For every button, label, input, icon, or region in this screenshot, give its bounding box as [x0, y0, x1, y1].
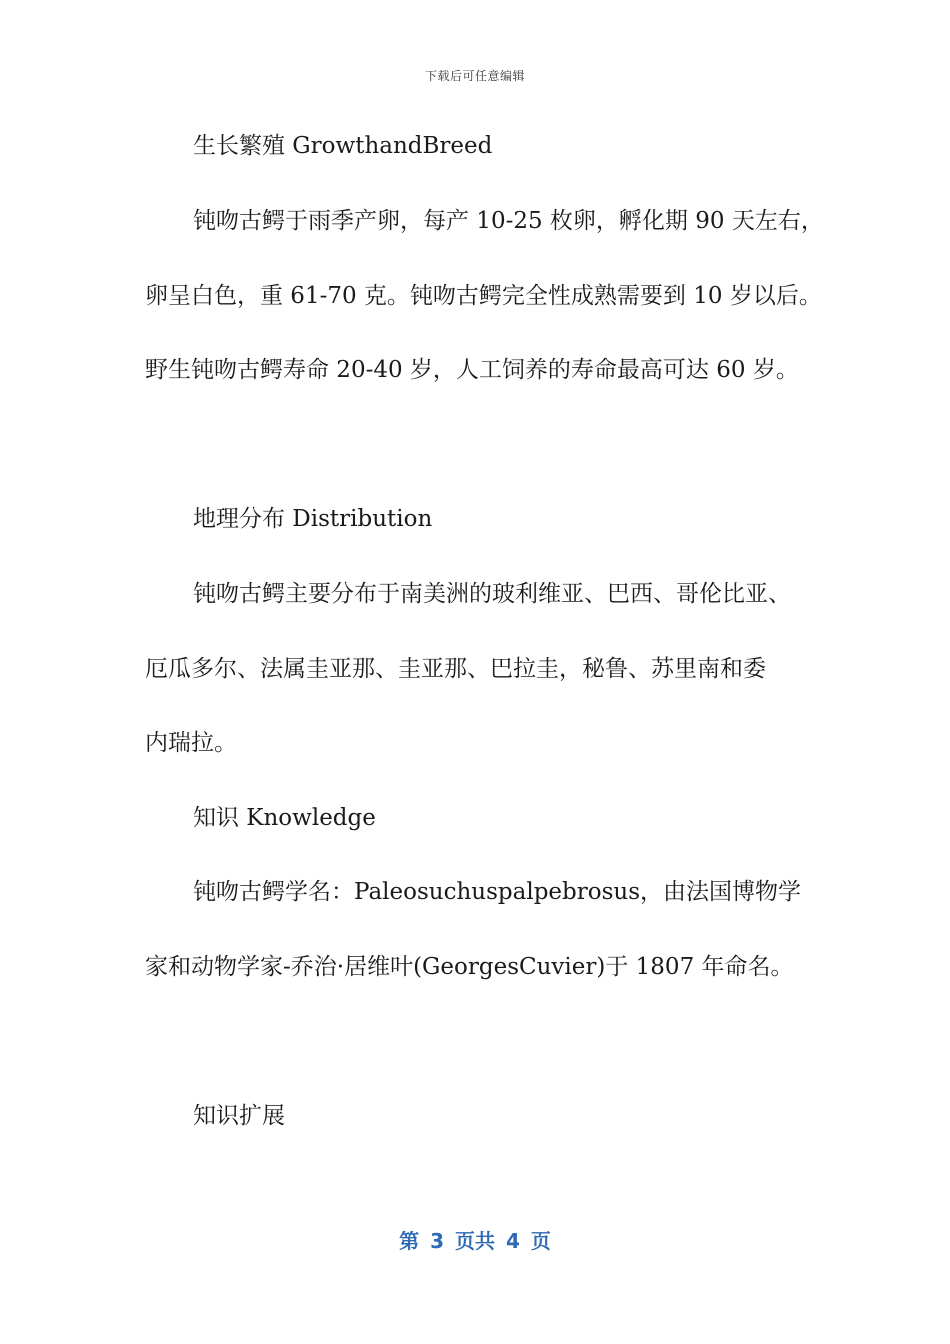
section-heading-knowledge: 知识 Knowledge	[193, 805, 376, 831]
paragraph-line: 野生钝吻古鳄寿命 20-40 岁，人工饲养的寿命最高可达 60 岁。	[145, 357, 799, 383]
paragraph-line: 钝吻古鳄于雨季产卵，每产 10-25 枚卵，孵化期 90 天左右，	[193, 208, 824, 234]
page-number-footer: 第 3 页共 4 页	[399, 1229, 551, 1253]
paragraph-line: 钝吻古鳄学名：Paleosuchuspalpebrosus，由法国博物学	[193, 879, 802, 905]
section-heading-growth: 生长繁殖 GrowthandBreed	[193, 133, 493, 159]
section-heading-distribution: 地理分布 Distribution	[193, 506, 433, 532]
paragraph-line: 内瑞拉。	[145, 730, 237, 756]
paragraph-line: 钝吻古鳄主要分布于南美洲的玻利维亚、巴西、哥伦比亚、	[193, 581, 791, 607]
section-heading-extension: 知识扩展	[193, 1103, 285, 1129]
paragraph-line: 卵呈白色，重 61-70 克。钝吻古鳄完全性成熟需要到 10 岁以后。	[145, 283, 822, 309]
page-header: 下载后可任意编辑	[424, 69, 525, 83]
paragraph-line: 家和动物学家-乔治·居维叶(GeorgesCuvier)于 1807 年命名。	[145, 954, 794, 980]
paragraph-line: 厄瓜多尔、法属圭亚那、圭亚那、巴拉圭，秘鲁、苏里南和委	[145, 656, 766, 682]
